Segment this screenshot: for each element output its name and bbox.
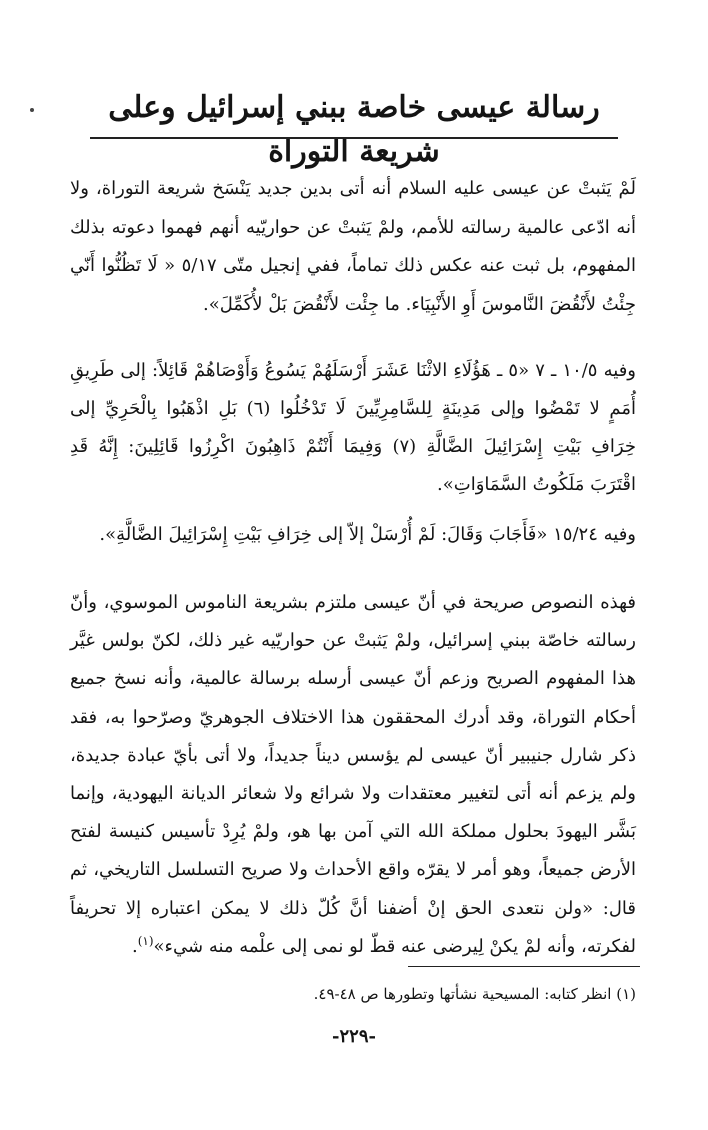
paragraph-4 xyxy=(70,584,636,966)
paragraph-2: وفيه ١٠/٥ ـ ٧ «٥ ـ هَؤُلَاءِ الاثْنَا عَشَرَ أَرْسَلَهُمْ يَسُوعُ وَأَوْصَاهُمْ قَائِلاً: إلى طَرِيقِ أُمَمٍ لا تَمْضُوا وإلى مَدِينَةٍ لِلسَّامِرِيِّينَ لَا تَدْخُلُوا (٦) بَلِ اذْهَبُوا بِالْحَرِيِّ إلى خِرَافِ بَيْتِ إِسْرَائِيلَ الضَّالَّةِ (٧) وَفِيمَا أَنْتُمْ ذَاهِبُونَ اكْرِزُوا قَائِلِينَ: إِنَّهُ قَدِ اقْتَرَبَ مَلَكُوتُ السَّمَاوَاتِ». xyxy=(70,360,637,495)
margin-dot xyxy=(30,108,34,112)
paragraph-4-text: فهذه النصوص صريحة في أنّ عيسى ملتزم بشريعة الناموس الموسوي، وأنّ رسالته خاصّة ببني إسرائيل، ولمْ يَثبتْ عن حواريّيه غير ذلك، لكنّ بولس غيَّر هذا المفهوم الصريح وزعم أنّ عيسى أرسله برسالة عالمية، وأنه نسخ جميع أحكام التوراة، وقد أدرك المحققون هذا الاختلاف الجوهريّ وصرّحوا به، فقد ذكر شارل جنيبير أنّ عيسى لم يؤسس ديناً جديداً، ولا أتى بأيّ عبادة جديدة، ولم يزعم أنه أتى لتغيير معتقدات ولا شرائع ولا شعائر الديانة اليهودية، وإنما بَشَّر اليهودَ بحلول مملكة الله التي آمن بها هو، ولمْ يُرِدْ تأسيس كنيسة لفتح الأرض جميعاً، وهو أمر لا يقرّه واقع الأحداث ولا صريح التسلسل التاريخي، ثم قال: «ولن نتعدى الحق إنْ أضفنا أنَّ كُلّ ذلك لا يمكن اعتباره إلا تحريفاً لفكرته، وأنه لمْ يكنْ لِيرضى عنه قطّ لو نمى إلى علْمه منه شيء» xyxy=(70,592,636,957)
footnote-separator xyxy=(408,966,640,967)
title-underline xyxy=(90,137,618,139)
paragraph-3: وفيه ١٥/٢٤ «فَأَجَابَ وَقَالَ: لَمْ أُرْسَلْ إلاّ إلى خِرَافِ بَيْتِ إِسْرَائِيلَ الضَّالَّةِ». xyxy=(99,524,636,545)
footnote-reference: (١) xyxy=(137,933,154,948)
footnote-1: (١) انظر كتابه: المسيحية نشأتها وتطورها ص ٤٨-٤٩. xyxy=(313,985,636,1003)
paragraph-1: لَمْ يَثبتْ عن عيسى عليه السلام أنه أتى بدين جديد يَنْسَخ شريعة التوراة، ولا أنه ادّعى عالمية رسالته للأمم، ولمْ يَثبتْ عن حواريّيه أنهم فهموا دعوته بذلك المفهوم، بل ثبت عنه عكس ذلك تماماً، ففي إنجيل متّى ٥/١٧ « لَا تَظُنُّوا أَنّي جِئْتُ لأَنْقُضَ النَّاموسَ أَوِ الأَنْبِيَاء. ما جِئْت لأَنْقُضَ بَلْ لأُكَمِّلَ». xyxy=(70,178,636,315)
page-title: رسالة عيسى خاصة ببني إسرائيل وعلى شريعة التوراة xyxy=(108,90,600,169)
page-number: -٢٢٩- xyxy=(332,1026,376,1047)
paragraph-4-end: . xyxy=(131,935,138,957)
